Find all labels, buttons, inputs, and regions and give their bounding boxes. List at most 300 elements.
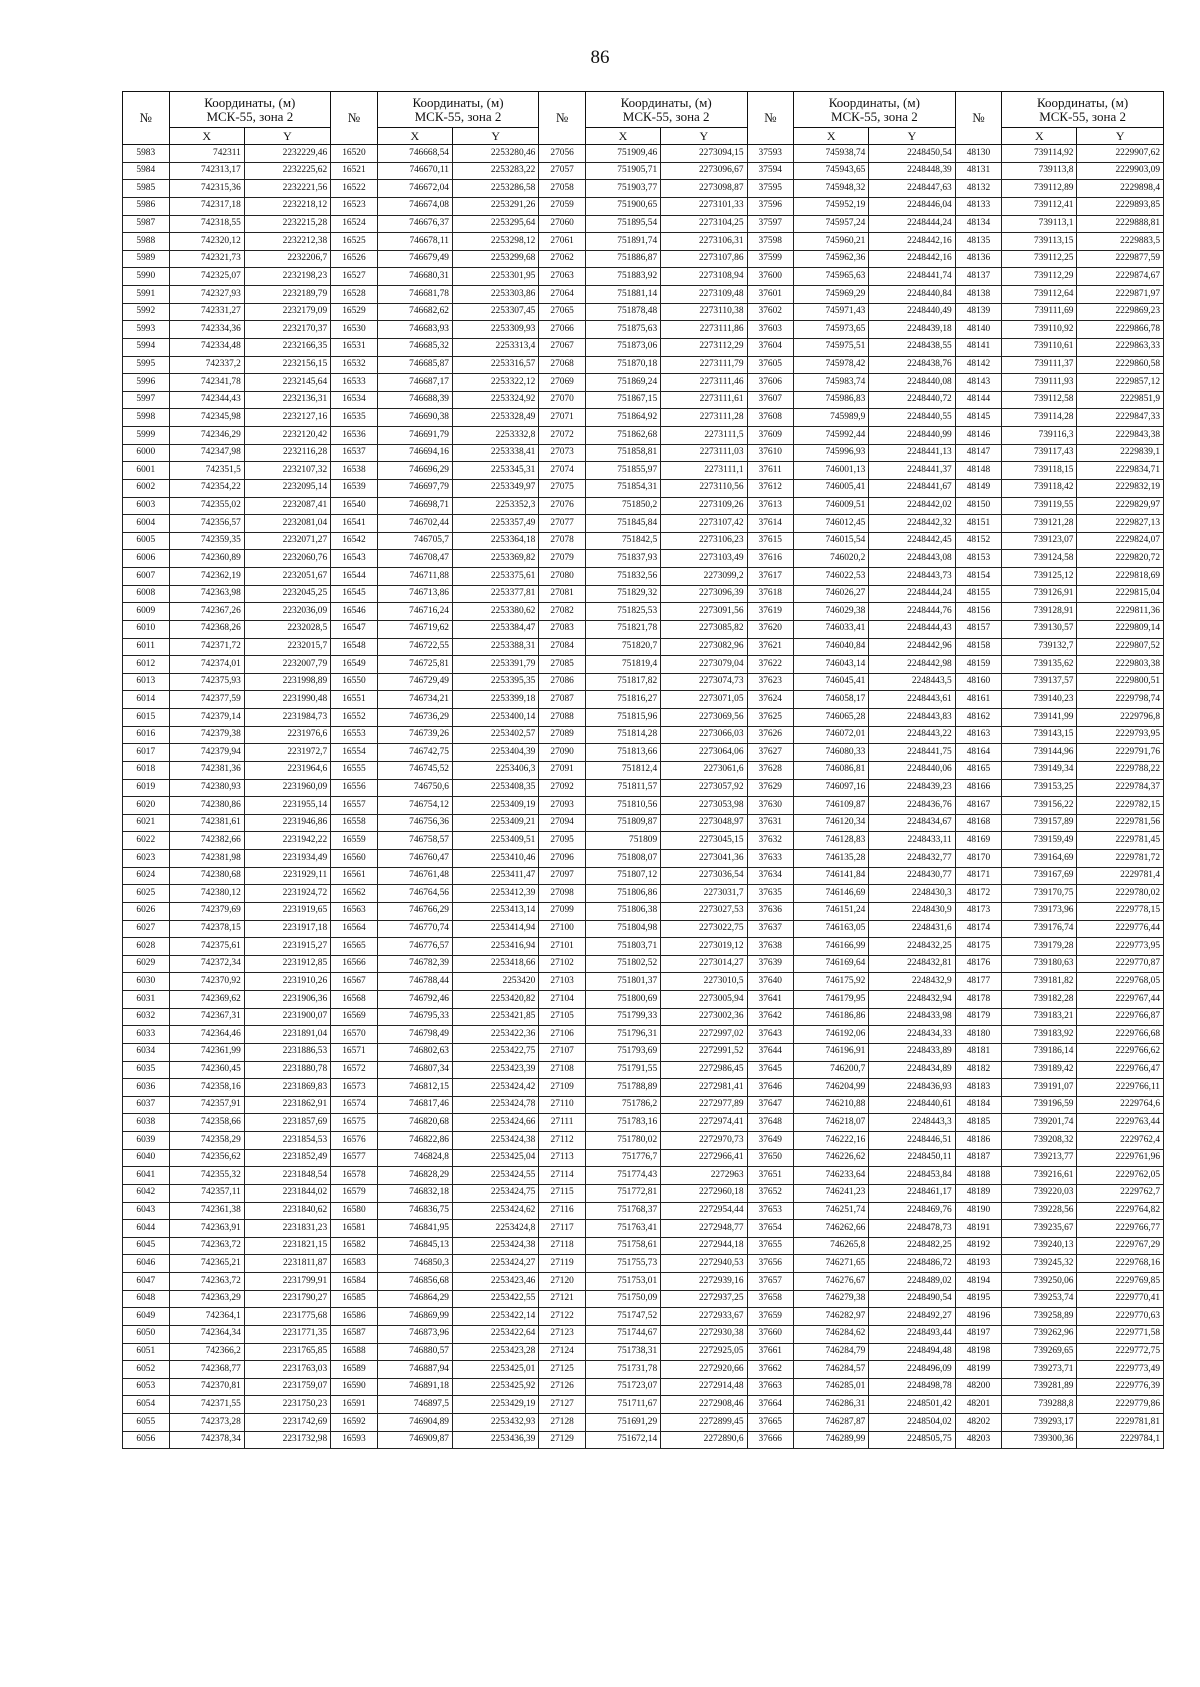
cell-number: 27081 xyxy=(539,585,586,603)
cell-number: 48145 xyxy=(955,409,1002,427)
cell-number: 37611 xyxy=(747,462,794,480)
table-row xyxy=(123,532,1164,550)
cell-x: 751772,81 xyxy=(585,1184,660,1202)
cell-number: 37659 xyxy=(747,1308,794,1326)
cell-number: 27075 xyxy=(539,479,586,497)
cell-number: 16528 xyxy=(331,286,378,304)
cell-y: 2229779,86 xyxy=(1077,1396,1164,1414)
cell-number: 27080 xyxy=(539,568,586,586)
cell-y: 2253411,47 xyxy=(452,867,538,885)
cell-number: 27106 xyxy=(539,1026,586,1044)
cell-number: 48180 xyxy=(955,1026,1002,1044)
cell-number: 48173 xyxy=(955,902,1002,920)
cell-y: 2253432,93 xyxy=(452,1414,538,1432)
cell-number: 6001 xyxy=(123,462,170,480)
cell-y: 2273096,67 xyxy=(661,162,747,180)
cell-number: 37616 xyxy=(747,550,794,568)
cell-x: 751817,82 xyxy=(585,673,660,691)
table-row xyxy=(123,1414,1164,1432)
cell-y: 2272890,6 xyxy=(661,1431,747,1449)
cell-number: 37614 xyxy=(747,515,794,533)
cell-number: 27113 xyxy=(539,1149,586,1167)
cell-y: 2229766,87 xyxy=(1077,1008,1164,1026)
cell-number: 37633 xyxy=(747,850,794,868)
cell-y: 2273107,86 xyxy=(661,250,747,268)
cell-number: 27110 xyxy=(539,1096,586,1114)
cell-y: 2273103,49 xyxy=(661,550,747,568)
cell-number: 37600 xyxy=(747,268,794,286)
cell-x: 745957,24 xyxy=(794,215,869,233)
cell-y: 2273091,56 xyxy=(661,603,747,621)
cell-y: 2253399,18 xyxy=(452,691,538,709)
cell-x: 739121,28 xyxy=(1002,515,1077,533)
cell-x: 751883,92 xyxy=(585,268,660,286)
cell-x: 739112,64 xyxy=(1002,286,1077,304)
cell-number: 48203 xyxy=(955,1431,1002,1449)
cell-y: 2272977,89 xyxy=(661,1096,747,1114)
cell-y: 2248440,99 xyxy=(869,427,955,445)
cell-y: 2253303,86 xyxy=(452,286,538,304)
table-row xyxy=(123,991,1164,1009)
cell-x: 742359,35 xyxy=(169,532,244,550)
cell-y: 2229770,87 xyxy=(1077,955,1164,973)
cell-x: 739125,12 xyxy=(1002,568,1077,586)
cell-number: 16563 xyxy=(331,902,378,920)
cell-number: 48166 xyxy=(955,779,1002,797)
cell-y: 2229769,85 xyxy=(1077,1273,1164,1291)
header-number-4: № xyxy=(747,92,794,145)
cell-number: 16573 xyxy=(331,1079,378,1097)
cell-x: 742358,16 xyxy=(169,1079,244,1097)
table-row xyxy=(123,497,1164,515)
cell-y: 2273085,82 xyxy=(661,620,747,638)
header-row-top xyxy=(123,92,1164,128)
cell-x: 746869,99 xyxy=(377,1308,452,1326)
cell-number: 16547 xyxy=(331,620,378,638)
cell-number: 48188 xyxy=(955,1167,1002,1185)
cell-y: 2232179,09 xyxy=(244,303,330,321)
cell-number: 48178 xyxy=(955,991,1002,1009)
cell-number: 37641 xyxy=(747,991,794,1009)
cell-number: 6044 xyxy=(123,1220,170,1238)
cell-y: 2229778,15 xyxy=(1077,902,1164,920)
cell-y: 2248443,3 xyxy=(869,1114,955,1132)
cell-number: 48136 xyxy=(955,250,1002,268)
cell-number: 6000 xyxy=(123,444,170,462)
cell-x: 742363,98 xyxy=(169,585,244,603)
cell-number: 6028 xyxy=(123,938,170,956)
cell-number: 48200 xyxy=(955,1378,1002,1396)
cell-y: 2229776,39 xyxy=(1077,1378,1164,1396)
cell-y: 2229843,38 xyxy=(1077,427,1164,445)
cell-y: 2253429,19 xyxy=(452,1396,538,1414)
cell-x: 742355,02 xyxy=(169,497,244,515)
cell-y: 2273041,36 xyxy=(661,850,747,868)
cell-x: 751812,4 xyxy=(585,761,660,779)
cell-y: 2248432,25 xyxy=(869,938,955,956)
cell-y: 2248432,9 xyxy=(869,973,955,991)
table-row xyxy=(123,1079,1164,1097)
cell-y: 2272944,18 xyxy=(661,1237,747,1255)
cell-y: 2231960,09 xyxy=(244,779,330,797)
cell-y: 2273099,2 xyxy=(661,568,747,586)
cell-number: 6006 xyxy=(123,550,170,568)
cell-x: 746204,99 xyxy=(794,1079,869,1097)
cell-x: 745938,74 xyxy=(794,145,869,163)
cell-number: 16587 xyxy=(331,1325,378,1343)
cell-number: 16552 xyxy=(331,709,378,727)
cell-x: 739118,15 xyxy=(1002,462,1077,480)
cell-number: 27089 xyxy=(539,726,586,744)
cell-x: 739124,58 xyxy=(1002,550,1077,568)
cell-x: 739183,92 xyxy=(1002,1026,1077,1044)
cell-y: 2229780,02 xyxy=(1077,885,1164,903)
cell-y: 2253406,3 xyxy=(452,761,538,779)
cell-number: 6049 xyxy=(123,1308,170,1326)
cell-x: 751858,81 xyxy=(585,444,660,462)
cell-y: 2253307,45 xyxy=(452,303,538,321)
cell-number: 37613 xyxy=(747,497,794,515)
table-row xyxy=(123,1255,1164,1273)
cell-number: 16564 xyxy=(331,920,378,938)
cell-number: 37621 xyxy=(747,638,794,656)
cell-y: 2253388,31 xyxy=(452,638,538,656)
cell-x: 745983,74 xyxy=(794,374,869,392)
cell-x: 746836,75 xyxy=(377,1202,452,1220)
cell-number: 48156 xyxy=(955,603,1002,621)
table-row xyxy=(123,1202,1164,1220)
header-x-4: X xyxy=(794,128,869,145)
cell-number: 6013 xyxy=(123,673,170,691)
cell-y: 2272966,41 xyxy=(661,1149,747,1167)
cell-x: 742378,15 xyxy=(169,920,244,938)
cell-number: 16555 xyxy=(331,761,378,779)
cell-y: 2248450,54 xyxy=(869,145,955,163)
cell-y: 2248446,51 xyxy=(869,1132,955,1150)
cell-y: 2253338,41 xyxy=(452,444,538,462)
cell-x: 745943,65 xyxy=(794,162,869,180)
cell-number: 27060 xyxy=(539,215,586,233)
cell-number: 37634 xyxy=(747,867,794,885)
cell-number: 37646 xyxy=(747,1079,794,1097)
cell-y: 2273106,31 xyxy=(661,233,747,251)
cell-number: 37602 xyxy=(747,303,794,321)
header-coordinates-label: Координаты, (м) xyxy=(204,94,296,110)
cell-x: 746026,27 xyxy=(794,585,869,603)
cell-number: 27077 xyxy=(539,515,586,533)
cell-number: 16550 xyxy=(331,673,378,691)
cell-number: 5991 xyxy=(123,286,170,304)
cell-number: 37653 xyxy=(747,1202,794,1220)
table-row xyxy=(123,162,1164,180)
header-coordinates-label: Координаты, (м) xyxy=(412,94,504,110)
cell-number: 48198 xyxy=(955,1343,1002,1361)
cell-x: 746226,62 xyxy=(794,1149,869,1167)
cell-number: 48196 xyxy=(955,1308,1002,1326)
cell-number: 48201 xyxy=(955,1396,1002,1414)
cell-y: 2248489,02 xyxy=(869,1273,955,1291)
cell-y: 2253409,19 xyxy=(452,797,538,815)
cell-number: 27079 xyxy=(539,550,586,568)
cell-number: 48153 xyxy=(955,550,1002,568)
cell-number: 37645 xyxy=(747,1061,794,1079)
cell-y: 2229768,05 xyxy=(1077,973,1164,991)
cell-x: 751886,87 xyxy=(585,250,660,268)
table-row xyxy=(123,1325,1164,1343)
cell-number: 27090 xyxy=(539,744,586,762)
cell-x: 739159,49 xyxy=(1002,832,1077,850)
cell-y: 2273064,06 xyxy=(661,744,747,762)
cell-number: 16568 xyxy=(331,991,378,1009)
cell-y: 2273111,03 xyxy=(661,444,747,462)
cell-y: 2232229,46 xyxy=(244,145,330,163)
cell-x: 745960,21 xyxy=(794,233,869,251)
cell-number: 6032 xyxy=(123,1008,170,1026)
cell-number: 5993 xyxy=(123,321,170,339)
cell-y: 2273111,1 xyxy=(661,462,747,480)
cell-y: 2273107,42 xyxy=(661,515,747,533)
cell-number: 48164 xyxy=(955,744,1002,762)
cell-y: 2231984,73 xyxy=(244,709,330,727)
cell-y: 2229776,44 xyxy=(1077,920,1164,938)
cell-number: 27072 xyxy=(539,427,586,445)
cell-x: 745952,19 xyxy=(794,197,869,215)
cell-y: 2273027,53 xyxy=(661,902,747,920)
cell-number: 48158 xyxy=(955,638,1002,656)
cell-number: 48162 xyxy=(955,709,1002,727)
cell-y: 2229869,23 xyxy=(1077,303,1164,321)
cell-x: 746072,01 xyxy=(794,726,869,744)
cell-number: 16548 xyxy=(331,638,378,656)
cell-y: 2272954,44 xyxy=(661,1202,747,1220)
cell-number: 16586 xyxy=(331,1308,378,1326)
table-row xyxy=(123,1043,1164,1061)
cell-number: 16575 xyxy=(331,1114,378,1132)
cell-x: 742315,36 xyxy=(169,180,244,198)
cell-number: 16538 xyxy=(331,462,378,480)
table-row xyxy=(123,638,1164,656)
cell-number: 27094 xyxy=(539,814,586,832)
cell-number: 16584 xyxy=(331,1273,378,1291)
cell-y: 2273036,54 xyxy=(661,867,747,885)
cell-number: 6041 xyxy=(123,1167,170,1185)
cell-number: 27127 xyxy=(539,1396,586,1414)
cell-y: 2231869,83 xyxy=(244,1079,330,1097)
cell-x: 746713,86 xyxy=(377,585,452,603)
cell-y: 2248439,23 xyxy=(869,779,955,797)
cell-number: 16530 xyxy=(331,321,378,339)
cell-y: 2253283,22 xyxy=(452,162,538,180)
cell-number: 48193 xyxy=(955,1255,1002,1273)
cell-x: 751813,66 xyxy=(585,744,660,762)
cell-y: 2229761,96 xyxy=(1077,1149,1164,1167)
cell-number: 37643 xyxy=(747,1026,794,1044)
cell-x: 746128,83 xyxy=(794,832,869,850)
cell-y: 2232087,41 xyxy=(244,497,330,515)
cell-number: 27101 xyxy=(539,938,586,956)
table-row xyxy=(123,1132,1164,1150)
cell-number: 48185 xyxy=(955,1114,1002,1132)
cell-x: 742368,26 xyxy=(169,620,244,638)
cell-number: 27124 xyxy=(539,1343,586,1361)
cell-y: 2253422,75 xyxy=(452,1043,538,1061)
cell-number: 48152 xyxy=(955,532,1002,550)
cell-number: 6050 xyxy=(123,1325,170,1343)
cell-y: 2273108,94 xyxy=(661,268,747,286)
cell-y: 2231998,89 xyxy=(244,673,330,691)
cell-x: 746688,39 xyxy=(377,391,452,409)
cell-y: 2232166,35 xyxy=(244,338,330,356)
cell-x: 742380,12 xyxy=(169,885,244,903)
cell-y: 2232189,79 xyxy=(244,286,330,304)
cell-x: 742356,57 xyxy=(169,515,244,533)
cell-x: 746694,16 xyxy=(377,444,452,462)
cell-y: 2232206,7 xyxy=(244,250,330,268)
cell-number: 6055 xyxy=(123,1414,170,1432)
cell-number: 48169 xyxy=(955,832,1002,850)
cell-y: 2229791,76 xyxy=(1077,744,1164,762)
cell-y: 2231924,72 xyxy=(244,885,330,903)
cell-x: 739235,67 xyxy=(1002,1220,1077,1238)
cell-number: 48144 xyxy=(955,391,1002,409)
cell-x: 739245,32 xyxy=(1002,1255,1077,1273)
cell-x: 746702,44 xyxy=(377,515,452,533)
cell-x: 746166,99 xyxy=(794,938,869,956)
cell-x: 746005,41 xyxy=(794,479,869,497)
cell-number: 27092 xyxy=(539,779,586,797)
cell-y: 2248440,61 xyxy=(869,1096,955,1114)
cell-x: 751763,41 xyxy=(585,1220,660,1238)
table-row xyxy=(123,726,1164,744)
cell-x: 742371,72 xyxy=(169,638,244,656)
cell-number: 37664 xyxy=(747,1396,794,1414)
cell-x: 746196,91 xyxy=(794,1043,869,1061)
cell-x: 742327,93 xyxy=(169,286,244,304)
cell-y: 2253424,38 xyxy=(452,1132,538,1150)
cell-y: 2253375,61 xyxy=(452,568,538,586)
cell-x: 746271,65 xyxy=(794,1255,869,1273)
cell-number: 27118 xyxy=(539,1237,586,1255)
cell-number: 6048 xyxy=(123,1290,170,1308)
cell-x: 742381,36 xyxy=(169,761,244,779)
cell-number: 27111 xyxy=(539,1114,586,1132)
cell-y: 2229781,72 xyxy=(1077,850,1164,868)
cell-x: 742354,22 xyxy=(169,479,244,497)
cell-y: 2272948,77 xyxy=(661,1220,747,1238)
cell-y: 2229811,36 xyxy=(1077,603,1164,621)
cell-y: 2272970,73 xyxy=(661,1132,747,1150)
cell-x: 742373,28 xyxy=(169,1414,244,1432)
cell-number: 16556 xyxy=(331,779,378,797)
cell-x: 742356,62 xyxy=(169,1149,244,1167)
cell-y: 2248496,09 xyxy=(869,1361,955,1379)
cell-number: 48179 xyxy=(955,1008,1002,1026)
cell-number: 16570 xyxy=(331,1026,378,1044)
cell-y: 2253380,62 xyxy=(452,603,538,621)
cell-number: 6005 xyxy=(123,532,170,550)
cell-x: 742344,43 xyxy=(169,391,244,409)
table-row xyxy=(123,356,1164,374)
cell-y: 2231759,07 xyxy=(244,1378,330,1396)
cell-y: 2248441,74 xyxy=(869,268,955,286)
cell-number: 16590 xyxy=(331,1378,378,1396)
cell-x: 746043,14 xyxy=(794,656,869,674)
cell-number: 37662 xyxy=(747,1361,794,1379)
cell-y: 2231934,49 xyxy=(244,850,330,868)
table-row xyxy=(123,850,1164,868)
cell-x: 751900,65 xyxy=(585,197,660,215)
cell-x: 739111,37 xyxy=(1002,356,1077,374)
cell-x: 746736,29 xyxy=(377,709,452,727)
cell-number: 37666 xyxy=(747,1431,794,1449)
cell-x: 739186,14 xyxy=(1002,1043,1077,1061)
cell-y: 2273111,61 xyxy=(661,391,747,409)
cell-x: 739253,74 xyxy=(1002,1290,1077,1308)
table-row xyxy=(123,568,1164,586)
cell-y: 2229871,97 xyxy=(1077,286,1164,304)
cell-x: 739157,89 xyxy=(1002,814,1077,832)
cell-x: 746754,12 xyxy=(377,797,452,815)
cell-y: 2231900,07 xyxy=(244,1008,330,1026)
cell-y: 2231919,65 xyxy=(244,902,330,920)
cell-y: 2272937,25 xyxy=(661,1290,747,1308)
cell-y: 2229766,77 xyxy=(1077,1220,1164,1238)
cell-y: 2229874,67 xyxy=(1077,268,1164,286)
header-coordinates-label: Координаты, (м) xyxy=(620,94,712,110)
cell-x: 739240,13 xyxy=(1002,1237,1077,1255)
cell-y: 2229788,22 xyxy=(1077,761,1164,779)
cell-number: 37622 xyxy=(747,656,794,674)
cell-number: 16588 xyxy=(331,1343,378,1361)
cell-x: 746845,13 xyxy=(377,1237,452,1255)
cell-number: 16522 xyxy=(331,180,378,198)
cell-x: 746192,06 xyxy=(794,1026,869,1044)
cell-y: 2229834,71 xyxy=(1077,462,1164,480)
cell-number: 37635 xyxy=(747,885,794,903)
cell-y: 2272914,48 xyxy=(661,1378,747,1396)
cell-x: 742351,5 xyxy=(169,462,244,480)
cell-y: 2253345,31 xyxy=(452,462,538,480)
cell-x: 742357,91 xyxy=(169,1096,244,1114)
cell-y: 2248444,24 xyxy=(869,585,955,603)
cell-number: 27069 xyxy=(539,374,586,392)
cell-x: 745969,29 xyxy=(794,286,869,304)
cell-y: 2272960,18 xyxy=(661,1184,747,1202)
cell-x: 751747,52 xyxy=(585,1308,660,1326)
cell-x: 751816,27 xyxy=(585,691,660,709)
cell-y: 2273111,28 xyxy=(661,409,747,427)
cell-number: 27065 xyxy=(539,303,586,321)
cell-x: 751809 xyxy=(585,832,660,850)
cell-y: 2248436,76 xyxy=(869,797,955,815)
cell-number: 37630 xyxy=(747,797,794,815)
cell-x: 742363,29 xyxy=(169,1290,244,1308)
cell-number: 48184 xyxy=(955,1096,1002,1114)
cell-x: 739269,65 xyxy=(1002,1343,1077,1361)
cell-y: 2273111,5 xyxy=(661,427,747,445)
cell-y: 2253423,39 xyxy=(452,1061,538,1079)
cell-number: 48159 xyxy=(955,656,1002,674)
table-row xyxy=(123,744,1164,762)
cell-x: 746179,95 xyxy=(794,991,869,1009)
cell-x: 742363,72 xyxy=(169,1273,244,1291)
cell-y: 2231955,14 xyxy=(244,797,330,815)
cell-number: 6033 xyxy=(123,1026,170,1044)
table-row xyxy=(123,1308,1164,1326)
cell-number: 48154 xyxy=(955,568,1002,586)
cell-x: 746776,57 xyxy=(377,938,452,956)
cell-y: 2248450,11 xyxy=(869,1149,955,1167)
